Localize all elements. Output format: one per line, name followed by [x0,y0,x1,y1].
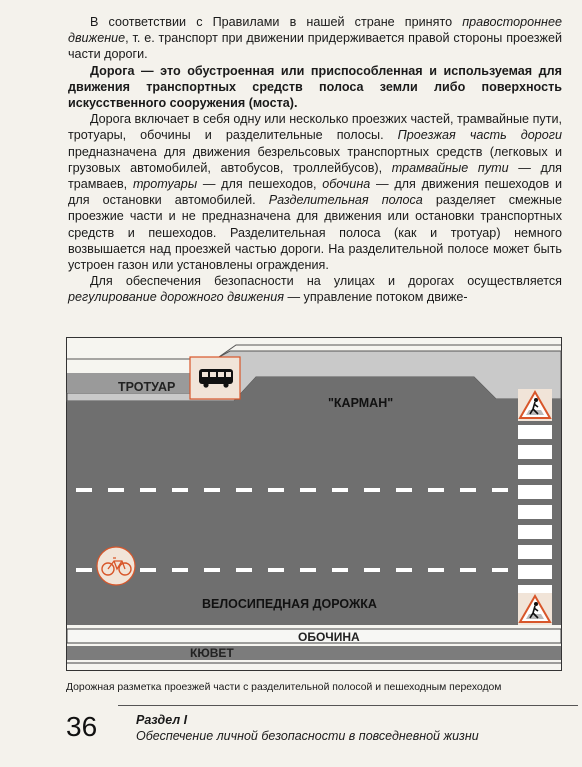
lane-dash [172,488,188,492]
ditch-label: КЮВЕТ [190,646,234,660]
text-run: , т. е. транспорт при движении придерживается правой стороны проезжей части дороги. [68,31,562,62]
lane-dash [332,568,348,572]
section-title: Раздел I [136,713,188,727]
text-run: В соответствии с Правилами в нашей стране принято [90,15,463,29]
lane-dash [492,568,508,572]
text-run: — для пешеходов, [197,177,323,192]
text-run: Разделительная полоса [268,193,423,208]
text-run: Проезжая часть дороги [397,128,562,143]
ditch [67,646,561,660]
lane-dash [76,568,92,572]
lane-dash [236,568,252,572]
text-run: Дорога — это обустроенная или приспособленная и используемая для движения транспортных средств полоса земли либо поверхность искусственного сооружения (моста). [68,63,562,111]
lane-dash [428,488,444,492]
text-run: правостороннее движение [68,15,562,46]
text-run: обочина [322,177,371,192]
crosswalk-stripe [518,545,552,559]
footer-divider [118,705,578,706]
bicycle-sign-icon [97,547,135,585]
crosswalk-stripe [518,465,552,479]
text-run: регулирование дорожного движения [68,290,284,305]
text-run: — для трамваев, [68,160,562,192]
paragraph-2 [68,63,562,112]
lane-dash [300,488,316,492]
road-diagram [66,337,562,671]
text-run: Дорога включает в себя одну или несколько проезжих частей, трамвайные пути, тротуары, обочины и разделительные полосы. [68,112,562,143]
text-run: трамвайные пути [391,160,509,175]
paragraph-4 [68,273,562,305]
bus-stop-sign-icon [190,357,240,399]
text-run: — для движения пешеходов и для остановки автомобилей. [68,177,563,208]
lane-dash [460,488,476,492]
crosswalk-stripe [518,505,552,519]
lane-dash [364,488,380,492]
lane-dash [300,568,316,572]
crosswalk [518,425,552,599]
paragraph-3 [68,111,562,273]
text-run: разделяет смежные проезжие части и не предназначена для движения или остановки транспортных средств и пешеходов. Разделительная полоса (как и тротуар) немного возвышается над проезжей частью дороги. На разделительной полосе может быть устроен газон или установлены ограждения. [68,193,562,273]
section-subtitle: Обеспечение личной безопасности в повседневной жизни [136,729,479,743]
lane-dash [140,488,156,492]
lane-dash [76,488,92,492]
text-run: — управление потоком движе- [283,290,468,305]
lane-dash [364,568,380,572]
sidewalk-label: ТРОТУАР [118,380,176,394]
lane-dash [172,568,188,572]
lane-dash [332,488,348,492]
lane-dash [204,488,220,492]
shoulder-label: ОБОЧИНА [298,630,360,644]
lane-dash [236,488,252,492]
figure-caption: Дорожная разметка проезжей части с разделительной полосой и пешеходным переходом [66,682,502,693]
paragraph-1 [68,14,562,63]
lane-dash [108,488,124,492]
crosswalk-stripe [518,525,552,539]
lane-dash [204,568,220,572]
lane-dash [140,568,156,572]
lane-dash [396,568,412,572]
lane-dash [460,568,476,572]
lane-dash [268,568,284,572]
page-footer [52,701,572,761]
crosswalk-stripe [518,445,552,459]
bike-path-label: ВЕЛОСИПЕДНАЯ ДОРОЖКА [202,597,377,611]
text-run: тротуары [132,177,198,192]
pocket-label: "КАРМАН" [328,396,394,410]
pedestrian-crossing-sign-icon [518,593,552,625]
pedestrian-crossing-sign-icon [518,389,552,421]
lane-dash [268,488,284,492]
crosswalk-stripe [518,485,552,499]
lane-dash [492,488,508,492]
body-text [68,14,562,306]
page-number: 36 [66,711,98,742]
crosswalk-stripe [518,565,552,579]
roadway [67,377,561,625]
text-run: Для обеспечения безопасности на улицах и дорогах осуществляется [90,274,562,289]
lane-dash [396,488,412,492]
text-run: предназначена для движения безрельсовых транспортных средств (легковых и грузовых автомобилей, автобусов, троллейбусов), [68,144,562,175]
lane-dash [428,568,444,572]
crosswalk-stripe [518,425,552,439]
